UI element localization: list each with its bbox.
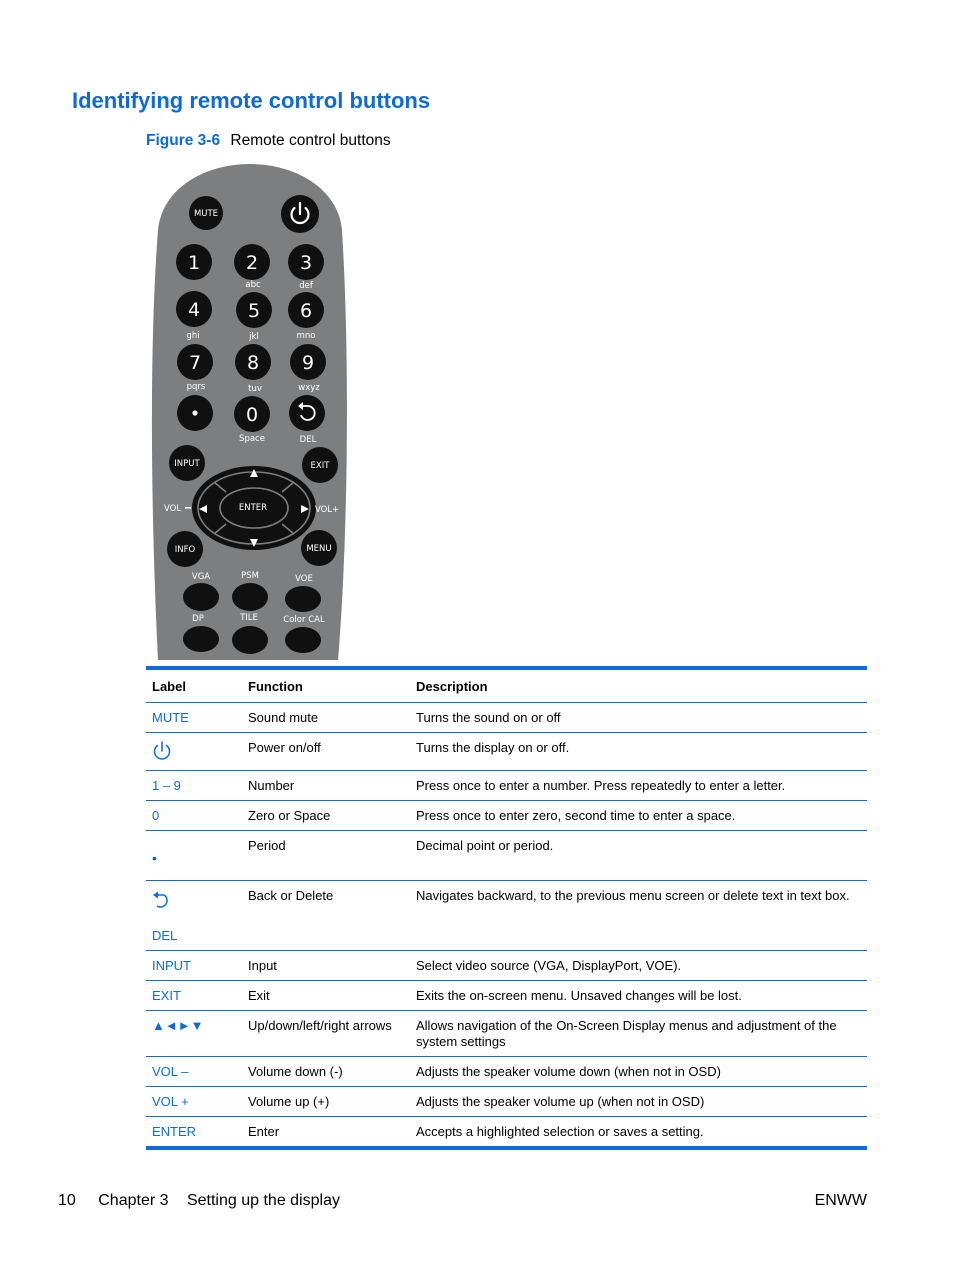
vga-label: VGA xyxy=(191,572,211,582)
letters-pqrs: pqrs xyxy=(186,382,206,392)
row-description: Allows navigation of the On-Screen Display menus and adjustment of the system settings xyxy=(410,1011,867,1057)
del-text: DEL xyxy=(152,928,178,943)
svg-text:EXIT: EXIT xyxy=(310,461,330,471)
letters-def: def xyxy=(299,281,313,291)
period-button xyxy=(177,395,213,431)
del-label: DEL xyxy=(299,435,317,445)
table-row xyxy=(146,1011,867,1057)
back-button xyxy=(289,395,325,431)
row-description: Navigates backward, to the previous menu screen or delete text in text box. xyxy=(410,881,867,951)
row-label: ENTER xyxy=(152,1124,197,1139)
menu-button xyxy=(301,530,337,566)
input-button xyxy=(169,445,205,481)
dp-label: DP xyxy=(192,614,204,624)
letters-tuv: tuv xyxy=(248,384,262,394)
row-label: VOL + xyxy=(146,1087,242,1117)
digit-5-button xyxy=(236,292,272,328)
row-description: Adjusts the speaker volume up (when not in OSD) xyxy=(410,1087,867,1117)
row-function: Number xyxy=(242,771,410,801)
row-description: Press once to enter a number. Press repeatedly to enter a letter. xyxy=(410,771,867,801)
svg-text:INPUT: INPUT xyxy=(174,459,200,469)
period-dot-icon xyxy=(192,410,197,415)
digit-6-button xyxy=(288,292,324,328)
psm-label: PSM xyxy=(241,571,259,581)
svg-text:ENTER: ENTER xyxy=(238,503,268,513)
back-arrow-icon xyxy=(152,890,174,910)
color-cal-label: Color CAL xyxy=(283,615,325,625)
letters-ghi: ghi xyxy=(186,331,200,341)
row-function: Enter xyxy=(248,1124,280,1139)
table-row xyxy=(146,801,867,831)
voe-button xyxy=(285,586,321,612)
row-description: Exits the on-screen menu. Unsaved changes will be lost. xyxy=(410,981,867,1011)
row-function: Sound mute xyxy=(242,703,410,733)
power-icon xyxy=(152,740,172,762)
digit-1-button xyxy=(176,244,212,280)
svg-text:0: 0 xyxy=(245,404,259,426)
figure-caption xyxy=(146,132,391,150)
digit-2-button xyxy=(234,244,270,280)
digit-4-button xyxy=(176,291,212,327)
table-row xyxy=(146,1117,867,1147)
row-function: Up/down/left/right arrows xyxy=(242,1011,410,1057)
figure-label: Figure 3-6 xyxy=(146,132,221,149)
table-row xyxy=(146,981,867,1011)
color-cal-button xyxy=(285,627,321,653)
page-number: 10 xyxy=(58,1192,76,1209)
row-description: Accepts a highlighted selection or saves a setting. xyxy=(416,1124,704,1139)
svg-text:9: 9 xyxy=(301,352,315,374)
row-label: 1 – 9 xyxy=(146,771,242,801)
table-header-row xyxy=(146,670,867,703)
voe-label: VOE xyxy=(295,574,313,584)
digit-0-button xyxy=(234,396,270,432)
footer-chapter: Chapter 3 xyxy=(98,1192,169,1209)
footer-section: Setting up the display xyxy=(186,1192,340,1209)
row-label: VOL – xyxy=(146,1057,242,1087)
row-description: Turns the display on or off. xyxy=(410,733,867,771)
psm-button xyxy=(232,583,268,611)
info-button xyxy=(167,531,203,567)
row-description: Turns the sound on or off xyxy=(410,703,867,733)
row-label: MUTE xyxy=(146,703,242,733)
svg-text:MENU: MENU xyxy=(306,544,332,554)
svg-text:1: 1 xyxy=(187,252,201,274)
row-function: Back or Delete xyxy=(242,881,410,951)
vol-plus-label: VOL+ xyxy=(315,505,340,515)
row-label xyxy=(146,831,242,881)
row-function: Input xyxy=(242,951,410,981)
digit-9-button xyxy=(290,344,326,380)
header-description: Description xyxy=(410,670,867,703)
svg-text:VOL: VOL xyxy=(164,504,182,514)
header-label: Label xyxy=(146,670,242,703)
svg-text:6: 6 xyxy=(299,300,313,322)
row-description: Press once to enter zero, second time to enter a space. xyxy=(410,801,867,831)
row-label xyxy=(146,881,242,951)
page-title: Identifying remote control buttons xyxy=(72,88,431,113)
letters-wxyz: wxyz xyxy=(298,383,320,393)
svg-text:7: 7 xyxy=(188,352,202,374)
navigation-pad xyxy=(192,466,316,550)
table-row xyxy=(146,1057,867,1087)
page-footer xyxy=(58,1192,340,1210)
table-row xyxy=(146,703,867,733)
row-label: INPUT xyxy=(146,951,242,981)
row-description: Select video source (VGA, DisplayPort, VOE). xyxy=(410,951,867,981)
digit-7-button xyxy=(177,344,213,380)
table-row xyxy=(146,831,867,881)
row-function: Zero or Space xyxy=(242,801,410,831)
mute-button xyxy=(189,196,223,230)
row-description: Decimal point or period. xyxy=(410,831,867,881)
header-function: Function xyxy=(242,670,410,703)
row-description: Adjusts the speaker volume down (when not in OSD) xyxy=(410,1057,867,1087)
row-label: ▲◄►▼ xyxy=(146,1011,242,1057)
table-row xyxy=(146,1087,867,1117)
letters-jkl: jkl xyxy=(249,332,259,342)
tile-label: TILE xyxy=(240,613,258,623)
svg-text:3: 3 xyxy=(299,252,313,274)
row-function: Volume up (+) xyxy=(242,1087,410,1117)
svg-text:5: 5 xyxy=(247,300,261,322)
remote-control-illustration xyxy=(150,160,350,660)
row-function: Period xyxy=(242,831,410,881)
table-row xyxy=(146,881,867,951)
row-function: Exit xyxy=(242,981,410,1011)
row-label: EXIT xyxy=(146,981,242,1011)
svg-text:2: 2 xyxy=(245,252,259,274)
row-function: Power on/off xyxy=(242,733,410,771)
digit-3-button xyxy=(288,244,324,280)
row-function: Volume down (-) xyxy=(242,1057,410,1087)
period-glyph: • xyxy=(152,850,157,866)
svg-text:INFO: INFO xyxy=(174,545,196,555)
footer-doc-code: ENWW xyxy=(814,1192,867,1209)
letters-mno: mno xyxy=(296,331,316,341)
power-button xyxy=(281,195,319,233)
digit-8-button xyxy=(235,344,271,380)
row-label xyxy=(146,733,242,771)
vga-button xyxy=(183,583,219,611)
table-row xyxy=(146,771,867,801)
exit-button xyxy=(302,447,338,483)
space-label: Space xyxy=(239,434,265,444)
svg-text:8: 8 xyxy=(246,352,260,374)
svg-text:4: 4 xyxy=(187,299,201,321)
table-row xyxy=(146,951,867,981)
letters-abc: abc xyxy=(245,280,261,290)
buttons-table xyxy=(146,666,867,1150)
tile-button xyxy=(232,626,268,654)
row-label: 0 xyxy=(146,801,242,831)
dp-button xyxy=(183,626,219,652)
table-row xyxy=(146,733,867,771)
figure-title: Remote control buttons xyxy=(230,132,391,149)
svg-text:MUTE: MUTE xyxy=(193,209,219,219)
